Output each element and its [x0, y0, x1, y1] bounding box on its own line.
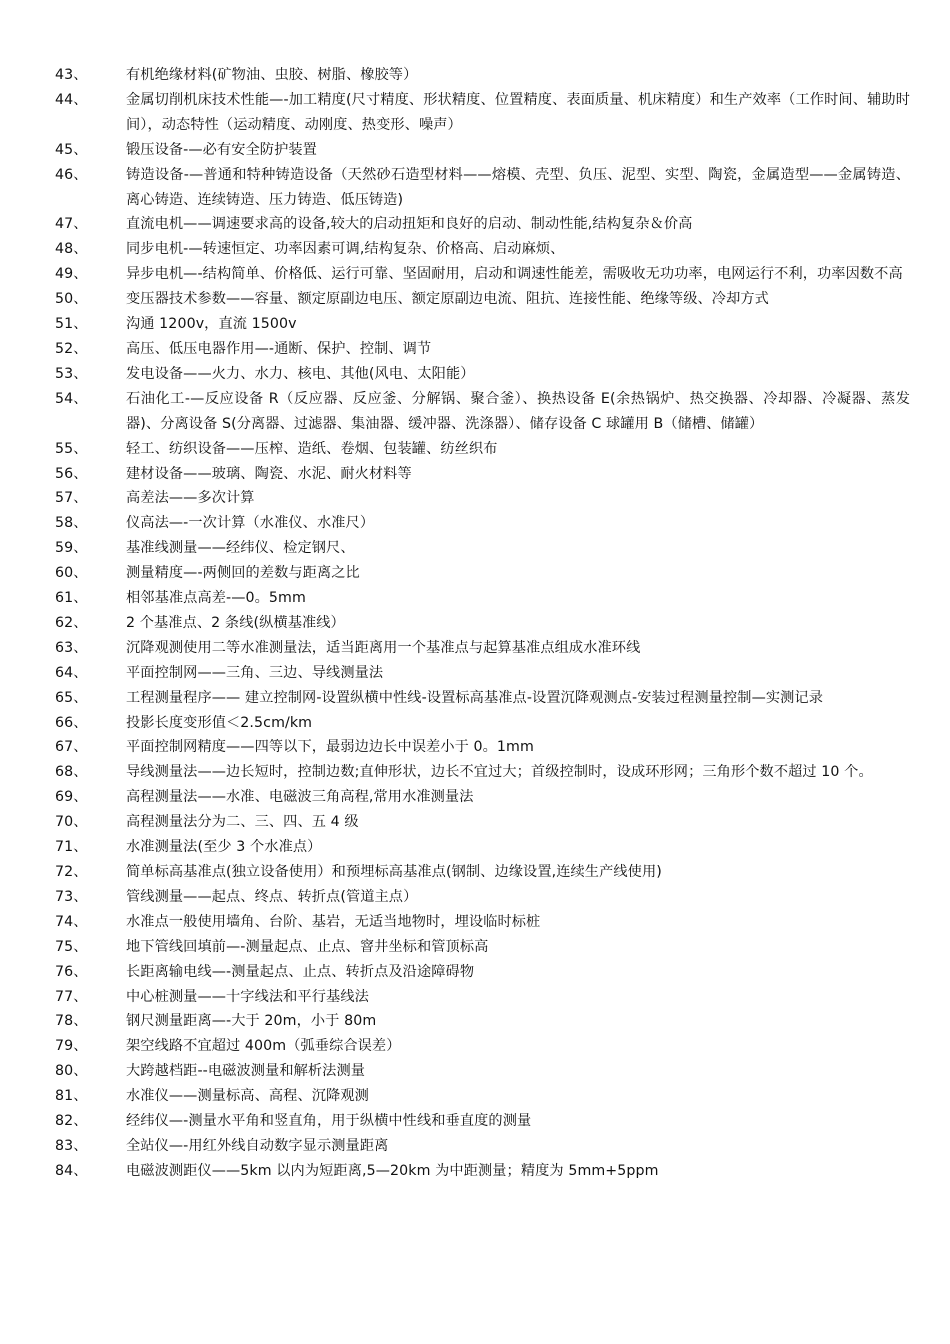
list-item	[55, 735, 910, 760]
list-item	[55, 462, 910, 487]
item-number: 80、	[55, 1063, 88, 1080]
list-item	[55, 63, 910, 88]
item-number: 43、	[55, 67, 88, 83]
item-number: 76、	[55, 963, 88, 980]
list-item	[55, 661, 910, 686]
item-text: 中心桩测量——十字线法和平行基线法	[126, 988, 369, 1005]
list-item	[55, 437, 910, 462]
list-item	[55, 960, 910, 985]
list-item	[55, 561, 910, 586]
item-number: 62、	[55, 614, 88, 631]
list-item	[55, 511, 910, 536]
list-item	[55, 536, 910, 561]
item-text: 发电设备——火力、水力、核电、其他(风电、太阳能）	[126, 365, 475, 382]
item-text: 基准线测量——经纬仪、检定钢尺、	[126, 540, 355, 557]
item-text: 全站仪—-用红外线自动数字显示测量距离	[126, 1137, 389, 1154]
item-number: 74、	[55, 913, 88, 930]
item-number: 61、	[55, 590, 88, 607]
item-number: 47、	[55, 216, 88, 233]
list-item	[55, 337, 910, 362]
list-item	[55, 611, 910, 636]
item-text: 石油化工-—反应设备 R（反应器、反应釜、分解锅、聚合釜）、换热设备 E(余热锅炉、热交换器、冷却器、冷凝器、蒸发器)、分离设备 S(分离器、过滤器、集油器、缓冲器、洗涤器）、储存设备 C 球罐用 B（储槽、储罐）	[126, 390, 910, 432]
item-text: 水准点一般使用墙角、台阶、基岩，无适当地物时，埋设临时标桩	[126, 913, 541, 930]
item-number: 70、	[55, 814, 88, 831]
list-item	[55, 1159, 910, 1184]
item-number: 45、	[55, 141, 88, 158]
item-text: 沟通 1200v，直流 1500v	[126, 316, 297, 333]
item-number: 64、	[55, 664, 88, 681]
item-number: 83、	[55, 1137, 88, 1154]
list-item	[55, 686, 910, 711]
list-item	[55, 985, 910, 1010]
item-text: 电磁波测距仪——5km 以内为短距离,5—20km 为中距测量；精度为 5mm+5ppm	[126, 1162, 659, 1179]
list-item	[55, 835, 910, 860]
item-text: 高程测量法分为二、三、四、五 4 级	[126, 814, 359, 831]
item-text: 架空线路不宜超过 400m（弧垂综合误差）	[126, 1038, 401, 1055]
item-number: 75、	[55, 938, 88, 955]
item-text: 水准仪——测量标高、高程、沉降观测	[126, 1088, 369, 1105]
item-text: 工程测量程序—— 建立控制网-设置纵横中性线-设置标高基准点-设置沉降观测点-安装过程测量控制—实测记录	[126, 689, 824, 706]
list-item	[55, 810, 910, 835]
item-text: 2 个基准点、2 条线(纵横基准线）	[126, 614, 345, 631]
item-number: 46、	[55, 166, 88, 183]
item-number: 55、	[55, 440, 88, 457]
list-item	[55, 486, 910, 511]
list-item	[55, 760, 910, 785]
list-item	[55, 1059, 910, 1084]
list-item	[55, 1084, 910, 1109]
item-text: 经纬仪—-测量水平角和竖直角，用于纵横中性线和垂直度的测量	[126, 1113, 532, 1130]
item-number: 58、	[55, 515, 88, 532]
list-item	[55, 138, 910, 163]
item-text: 钢尺测量距离—-大于 20m，小于 80m	[126, 1013, 377, 1030]
item-number: 59、	[55, 540, 88, 557]
list-item	[55, 312, 910, 337]
item-text: 相邻基准点高差-—0。5mm	[126, 590, 306, 607]
item-number: 72、	[55, 864, 88, 880]
item-number: 79、	[55, 1038, 88, 1055]
list-item	[55, 935, 910, 960]
item-number: 81、	[55, 1088, 88, 1105]
list-item	[55, 910, 910, 935]
item-text: 沉降观测使用二等水准测量法，适当距离用一个基准点与起算基准点组成水准环线	[126, 639, 641, 656]
item-text: 变压器技术参数——容量、额定原副边电压、额定原副边电流、阻抗、连接性能、绝缘等级、冷却方式	[126, 291, 769, 308]
list-item	[55, 885, 910, 910]
list-item	[55, 860, 910, 885]
item-number: 60、	[55, 565, 88, 582]
item-text: 导线测量法——边长短时，控制边数;直伸形状，边长不宜过大；首级控制时，设成环形网；三角形个数不超过 10 个。	[126, 764, 873, 781]
item-number: 53、	[55, 365, 88, 382]
list-item	[55, 212, 910, 237]
item-text: 长距离输电线—-测量起点、止点、转折点及沿途障碍物	[126, 963, 475, 980]
list-item	[55, 262, 910, 287]
item-number: 56、	[55, 465, 88, 482]
list-item	[55, 1134, 910, 1159]
item-text: 有机绝缘材料(矿物油、虫胶、树脂、橡胶等）	[126, 67, 418, 83]
list-item	[55, 636, 910, 661]
item-number: 73、	[55, 888, 88, 905]
item-text: 仪高法—-一次计算（水准仪、水准尺）	[126, 515, 375, 532]
item-number: 67、	[55, 739, 88, 756]
item-number: 52、	[55, 340, 88, 357]
item-text: 建材设备——玻璃、陶瓷、水泥、耐火材料等	[126, 465, 412, 482]
item-number: 84、	[55, 1162, 88, 1179]
item-number: 50、	[55, 291, 88, 308]
item-text: 高程测量法——水准、电磁波三角高程,常用水准测量法	[126, 789, 474, 806]
list-item	[55, 1109, 910, 1134]
item-text: 简单标高基准点(独立设备使用）和预埋标高基准点(钢制、边缘设置,连续生产线使用)	[126, 864, 662, 880]
item-number: 71、	[55, 839, 88, 856]
item-number: 65、	[55, 689, 88, 706]
item-number: 68、	[55, 764, 88, 781]
item-text: 平面控制网——三角、三边、导线测量法	[126, 664, 384, 681]
item-number: 49、	[55, 266, 88, 283]
list-item	[55, 362, 910, 387]
list-item	[55, 1009, 910, 1034]
item-text: 大跨越档距--电磁波测量和解析法测量	[126, 1063, 366, 1080]
item-text: 直流电机——调速要求高的设备,较大的启动扭矩和良好的启动、制动性能,结构复杂＆价高	[126, 216, 693, 233]
list-item	[55, 785, 910, 810]
item-number: 63、	[55, 639, 88, 656]
item-text: 轻工、纺织设备——压榨、造纸、卷烟、包装罐、纺丝织布	[126, 440, 498, 457]
list-item	[55, 1034, 910, 1059]
item-number: 69、	[55, 789, 88, 806]
list-item	[55, 711, 910, 736]
item-text: 投影长度变形值＜2.5cm/km	[126, 714, 313, 731]
list-item	[55, 287, 910, 312]
item-text: 高差法——多次计算	[126, 490, 255, 507]
item-number: 44、	[55, 91, 88, 108]
list-item	[55, 237, 910, 262]
item-text: 锻压设备-—必有安全防护装置	[126, 141, 317, 158]
item-text: 金属切削机床技术性能—-加工精度(尺寸精度、形状精度、位置精度、表面质量、机床精度）和生产效率（工作时间、辅助时间），动态特性（运动精度、动刚度、热变形、噪声）	[126, 91, 910, 133]
item-number: 66、	[55, 714, 88, 731]
item-number: 78、	[55, 1013, 88, 1030]
item-text: 铸造设备-—普通和特种铸造设备（天然砂石造型材料——熔模、壳型、负压、泥型、实型、陶瓷，金属造型——金属铸造、离心铸造、连续铸造、压力铸造、低压铸造)	[126, 166, 910, 208]
item-number: 82、	[55, 1113, 88, 1130]
item-number: 48、	[55, 241, 88, 258]
item-text: 管线测量——起点、终点、转折点(管道主点）	[126, 888, 418, 905]
list-item	[55, 163, 910, 213]
item-number: 54、	[55, 390, 88, 407]
item-text: 高压、低压电器作用—-通断、保护、控制、调节	[126, 340, 432, 357]
item-number: 51、	[55, 316, 88, 333]
item-text: 同步电机-—转速恒定、功率因素可调,结构复杂、价格高、启动麻烦、	[126, 241, 565, 258]
item-text: 平面控制网精度——四等以下，最弱边边长中误差小于 0。1mm	[126, 739, 534, 756]
list-item	[55, 387, 910, 437]
item-text: 测量精度—-两侧回的差数与距离之比	[126, 565, 360, 582]
item-text: 地下管线回填前—-测量起点、止点、窨井坐标和管顶标高	[126, 938, 489, 955]
item-number: 57、	[55, 490, 88, 507]
list-item	[55, 586, 910, 611]
item-text: 水准测量法(至少 3 个水准点）	[126, 839, 322, 856]
list-item	[55, 88, 910, 138]
item-number: 77、	[55, 988, 88, 1005]
item-text: 异步电机—-结构简单、价格低、运行可靠、坚固耐用，启动和调速性能差，需吸收无功功率，电网运行不利，功率因数不高	[126, 266, 903, 283]
